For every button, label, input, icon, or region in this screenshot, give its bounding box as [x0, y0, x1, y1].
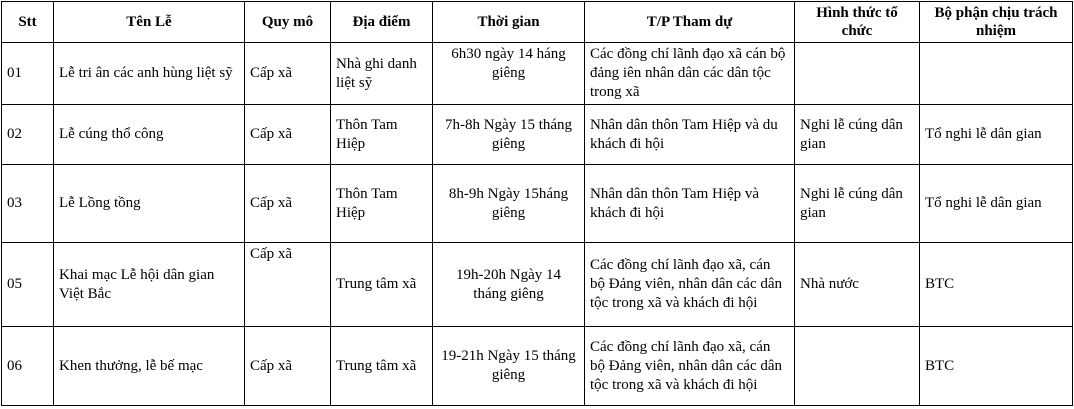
cell-ten-le: Lễ Lồng tồng	[54, 165, 245, 243]
cell-ten-le: Khai mạc Lễ hội dân gian Việt Bắc	[54, 243, 245, 327]
cell-tham-du: Các đồng chí lãnh đạo xã cán bộ đảng iên nhân dân các dân tộc trong xã	[585, 43, 795, 105]
header-tham-du: T/P Tham dự	[585, 2, 795, 43]
cell-thoi-gian: 19h-20h Ngày 14 tháng giêng	[433, 243, 585, 327]
cell-hinh-thuc: Nhà nước	[795, 243, 920, 327]
header-bo-phan: Bộ phận chịu trách nhiệm	[920, 2, 1073, 43]
cell-dia-diem: Thôn Tam Hiệp	[331, 165, 433, 243]
cell-stt: 06	[2, 327, 54, 406]
table-row	[2, 43, 1073, 105]
cell-stt: 05	[2, 243, 54, 327]
cell-quy-mo: Cấp xã	[245, 243, 331, 327]
festival-schedule-table	[1, 1, 1073, 406]
cell-thoi-gian: 8h-9h Ngày 15háng giêng	[433, 165, 585, 243]
table-row	[2, 105, 1073, 165]
cell-bo-phan: Tổ nghi lễ dân gian	[920, 105, 1073, 165]
cell-stt: 01	[2, 43, 54, 105]
header-dia-diem: Địa điểm	[331, 2, 433, 43]
cell-tham-du: Nhân dân thôn Tam Hiệp và khách đi hội	[585, 165, 795, 243]
cell-bo-phan	[920, 43, 1073, 105]
cell-ten-le: Lễ cúng thổ công	[54, 105, 245, 165]
cell-quy-mo: Cấp xã	[245, 43, 331, 105]
cell-bo-phan: BTC	[920, 327, 1073, 406]
table-row	[2, 327, 1073, 406]
table-row	[2, 165, 1073, 243]
cell-hinh-thuc	[795, 327, 920, 406]
cell-ten-le: Khen thưởng, lễ bế mạc	[54, 327, 245, 406]
header-thoi-gian: Thời gian	[433, 2, 585, 43]
header-hinh-thuc: Hình thức tổ chức	[795, 2, 920, 43]
cell-ten-le: Lễ tri ân các anh hùng liệt sỹ	[54, 43, 245, 105]
cell-stt: 02	[2, 105, 54, 165]
cell-dia-diem: Trung tâm xã	[331, 327, 433, 406]
cell-hinh-thuc: Nghi lễ cúng dân gian	[795, 165, 920, 243]
cell-thoi-gian: 6h30 ngày 14 háng giêng	[433, 43, 585, 105]
cell-thoi-gian: 19-21h Ngày 15 tháng giêng	[433, 327, 585, 406]
cell-quy-mo: Cấp xã	[245, 105, 331, 165]
cell-dia-diem: Trung tâm xã	[331, 243, 433, 327]
cell-tham-du: Các đồng chí lãnh đạo xã, cán bộ Đảng viên, nhân dân các dân tộc trong xã và khách đi hội	[585, 243, 795, 327]
table-row	[2, 243, 1073, 327]
cell-bo-phan: BTC	[920, 243, 1073, 327]
cell-quy-mo: Cấp xã	[245, 165, 331, 243]
cell-stt: 03	[2, 165, 54, 243]
cell-hinh-thuc	[795, 43, 920, 105]
cell-tham-du: Nhân dân thôn Tam Hiệp và du khách đi hội	[585, 105, 795, 165]
cell-dia-diem: Thôn Tam Hiệp	[331, 105, 433, 165]
header-ten-le: Tên Lễ	[54, 2, 245, 43]
header-stt: Stt	[2, 2, 54, 43]
cell-hinh-thuc: Nghi lễ cúng dân gian	[795, 105, 920, 165]
cell-bo-phan: Tổ nghi lễ dân gian	[920, 165, 1073, 243]
cell-dia-diem: Nhà ghi danh liệt sỹ	[331, 43, 433, 105]
cell-tham-du: Các đồng chí lãnh đạo xã, cán bộ Đảng viên, nhân dân các dân tộc trong xã và khách đi hội	[585, 327, 795, 406]
cell-quy-mo: Cấp xã	[245, 327, 331, 406]
cell-thoi-gian: 7h-8h Ngày 15 tháng giêng	[433, 105, 585, 165]
table-header-row	[2, 2, 1073, 43]
header-quy-mo: Quy mô	[245, 2, 331, 43]
